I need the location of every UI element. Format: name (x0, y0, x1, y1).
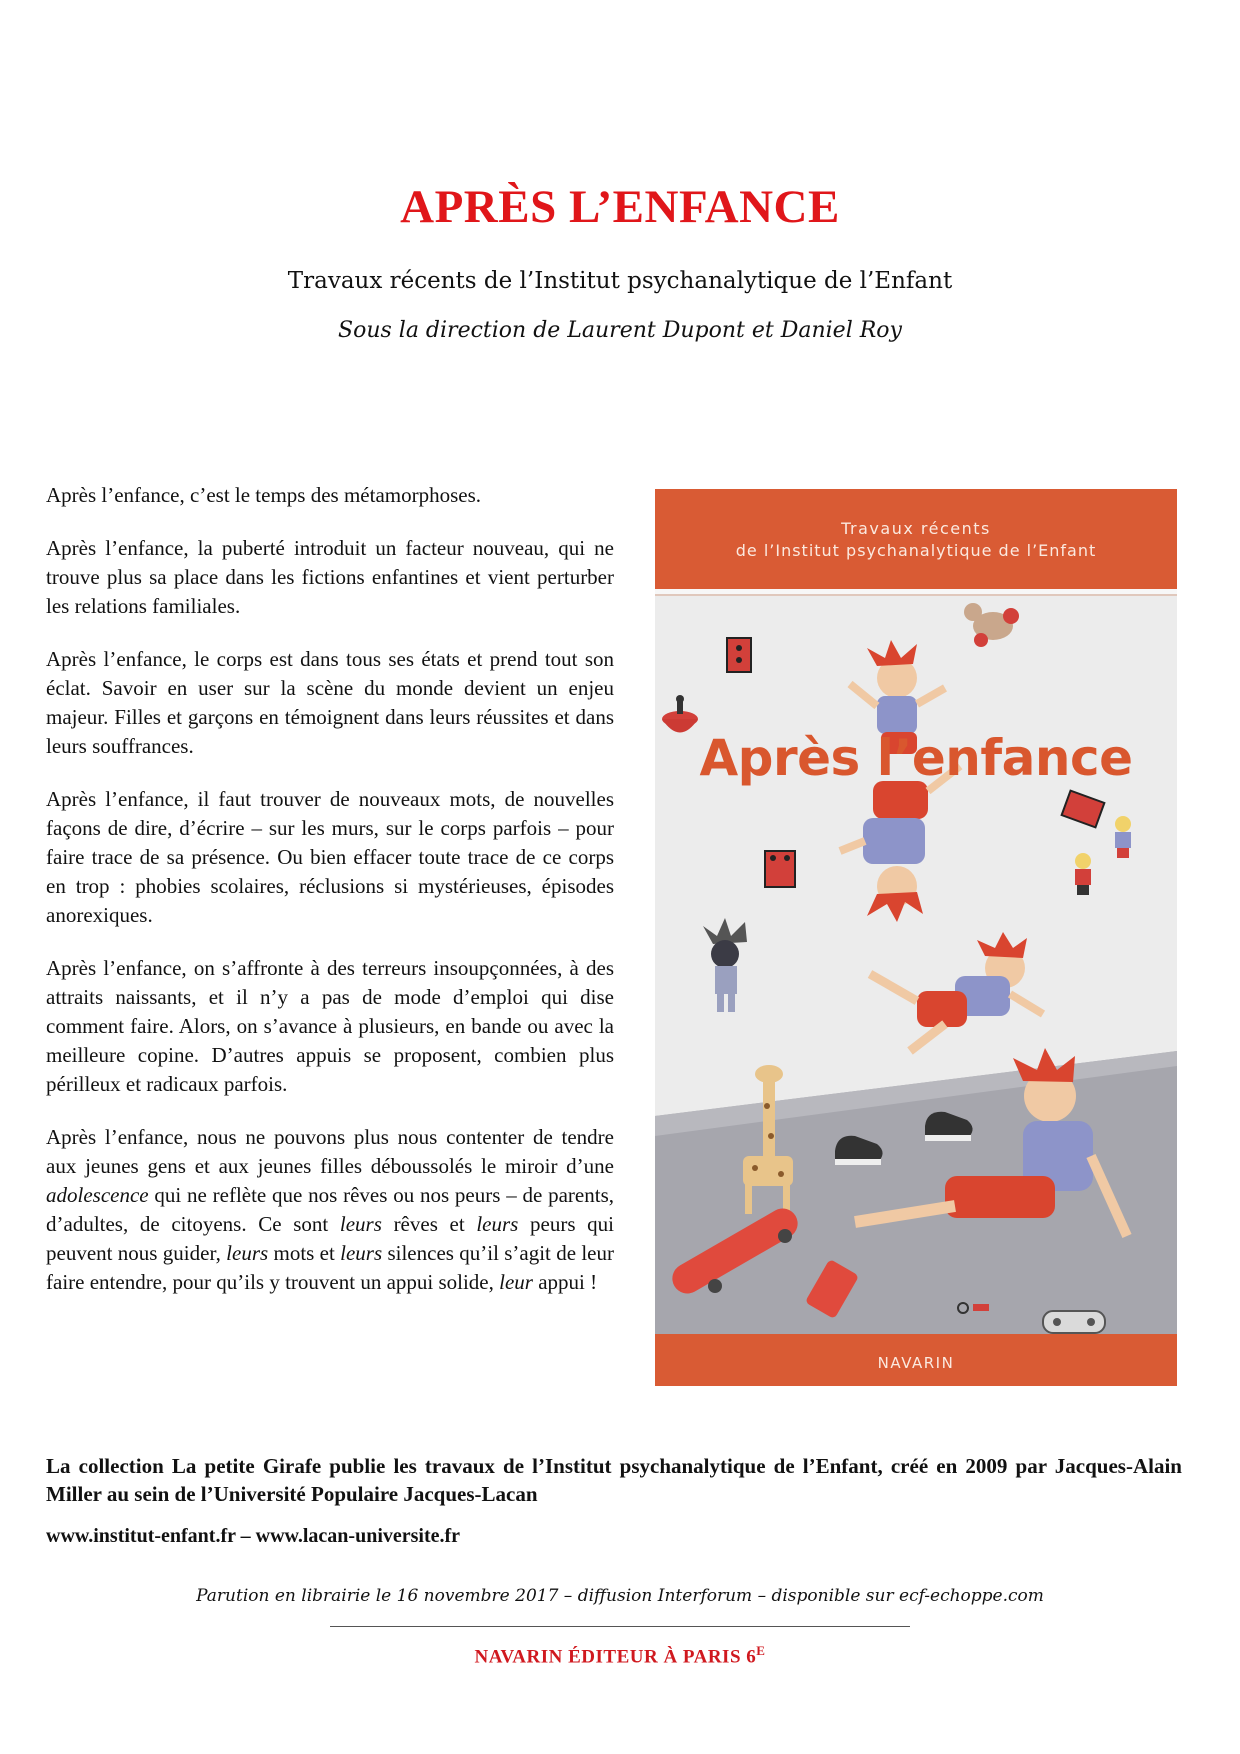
description-text (46, 481, 614, 1321)
lego-figure-icon (1075, 816, 1131, 895)
emphasis: leurs (226, 1241, 269, 1265)
game-controller-icon (1043, 1311, 1105, 1333)
paragraph: Après l’enfance, le corps est dans tous ses états et prend tout son éclat. Savoir en user sur la scène du monde devient un enjeu majeur. Filles et garçons en témoignent dans leurs réussites et dans leurs souffrances. (46, 647, 614, 758)
paragraph: Après l’enfance, on s’affronte à des terreurs insoupçonnées, à des attraits naissants, et il n’y a pas de mode d’emploi qui dise comment faire. Alors, on s’avance à plusieurs, en bande ou avec la meilleure copine. D’autres appuis se proposent, combien plus périlleux et radicaux parfois. (46, 956, 614, 1096)
emphasis: adolescence (46, 1183, 149, 1207)
website-links: www.institut-enfant.fr – www.lacan-universite.fr (46, 1525, 461, 1547)
paragraph: Après l’enfance, la puberté introduit un facteur nouveau, qui ne trouve plus sa place dans les fictions enfantines et vient perturber les relations familiales. (46, 536, 614, 618)
emphasis: leur (499, 1270, 533, 1294)
spinning-top-icon (662, 695, 698, 733)
cover-header-band (655, 489, 1177, 589)
release-info: Parution en librairie le 16 novembre 2017 – diffusion Interforum – disponible sur ecf-echoppe.com (196, 1586, 1044, 1606)
publisher-superscript: E (756, 1643, 766, 1658)
emphasis: leurs (339, 1212, 382, 1236)
separator-line (330, 1626, 910, 1627)
text-run: peurs qui peuvent nous guider, (46, 1212, 614, 1265)
book-cover (655, 489, 1177, 1386)
cover-publisher-band: NAVARIN (655, 1334, 1177, 1386)
falling-boy-2 (870, 932, 1043, 1051)
text-run: silences qu’il s’agit de leur faire entendre, pour qu’ils y trouvent un appui solide, (46, 1241, 615, 1294)
cover-subtitle-line1: Travaux récents (841, 519, 991, 538)
page-title: APRÈS L’ENFANCE (400, 181, 840, 233)
teddy-bear-icon (964, 603, 1019, 647)
emphasis: leurs (476, 1212, 519, 1236)
paragraph: Après l’enfance, c’est le temps des métamorphoses. (46, 483, 482, 507)
lego-brick-icon (727, 638, 751, 672)
page-subtitle: Travaux récents de l’Institut psychanalytique de l’Enfant (287, 268, 953, 294)
emphasis: leurs (340, 1241, 383, 1265)
text-run: Après l’enfance, nous ne pouvons plus nous contenter de tendre aux jeunes gens et aux jeunes filles déboussolés le miroir d’une (46, 1125, 614, 1178)
publisher-line (0, 1643, 1240, 1668)
cover-subtitle-line2: de l’Institut psychanalytique de l’Enfant (735, 541, 1097, 560)
text-run: mots et (268, 1241, 341, 1265)
cover-title: Après l’enfance (699, 729, 1133, 787)
text-run: appui ! (532, 1270, 598, 1294)
paragraph: Après l’enfance, il faut trouver de nouveaux mots, de nouvelles façons de dire, d’écrire – sur les murs, sur le corps parfois – pour faire trace de sa présence. Ou bien effacer toute trace de ce corps en trop : phobies scolaires, réclusions si mystérieuses, épisodes anorexiques. (46, 787, 614, 927)
text-run: rêves et (381, 1212, 477, 1236)
upside-down-boy (840, 766, 960, 922)
cover-illustration (655, 596, 1177, 1334)
lego-brick-icon (765, 791, 1104, 887)
action-figure-icon (703, 918, 747, 1012)
text-run: qui ne reflète que nos rêves ou nos peurs – de parents, d’adultes, de citoyens. Ce sont (46, 1183, 614, 1236)
cover-stripe (655, 589, 1177, 596)
paragraph-last (46, 1123, 614, 1297)
editors-credit: Sous la direction de Laurent Dupont et Daniel Roy (338, 318, 902, 343)
publisher-name: NAVARIN ÉDITEUR À PARIS 6 (474, 1646, 757, 1668)
collection-note: La collection La petite Girafe publie les travaux de l’Institut psychanalytique de l’Enfant, créé en 2009 par Jacques-Alain Miller au sein de l’Université Populaire Jacques-Lacan (46, 1454, 1182, 1506)
